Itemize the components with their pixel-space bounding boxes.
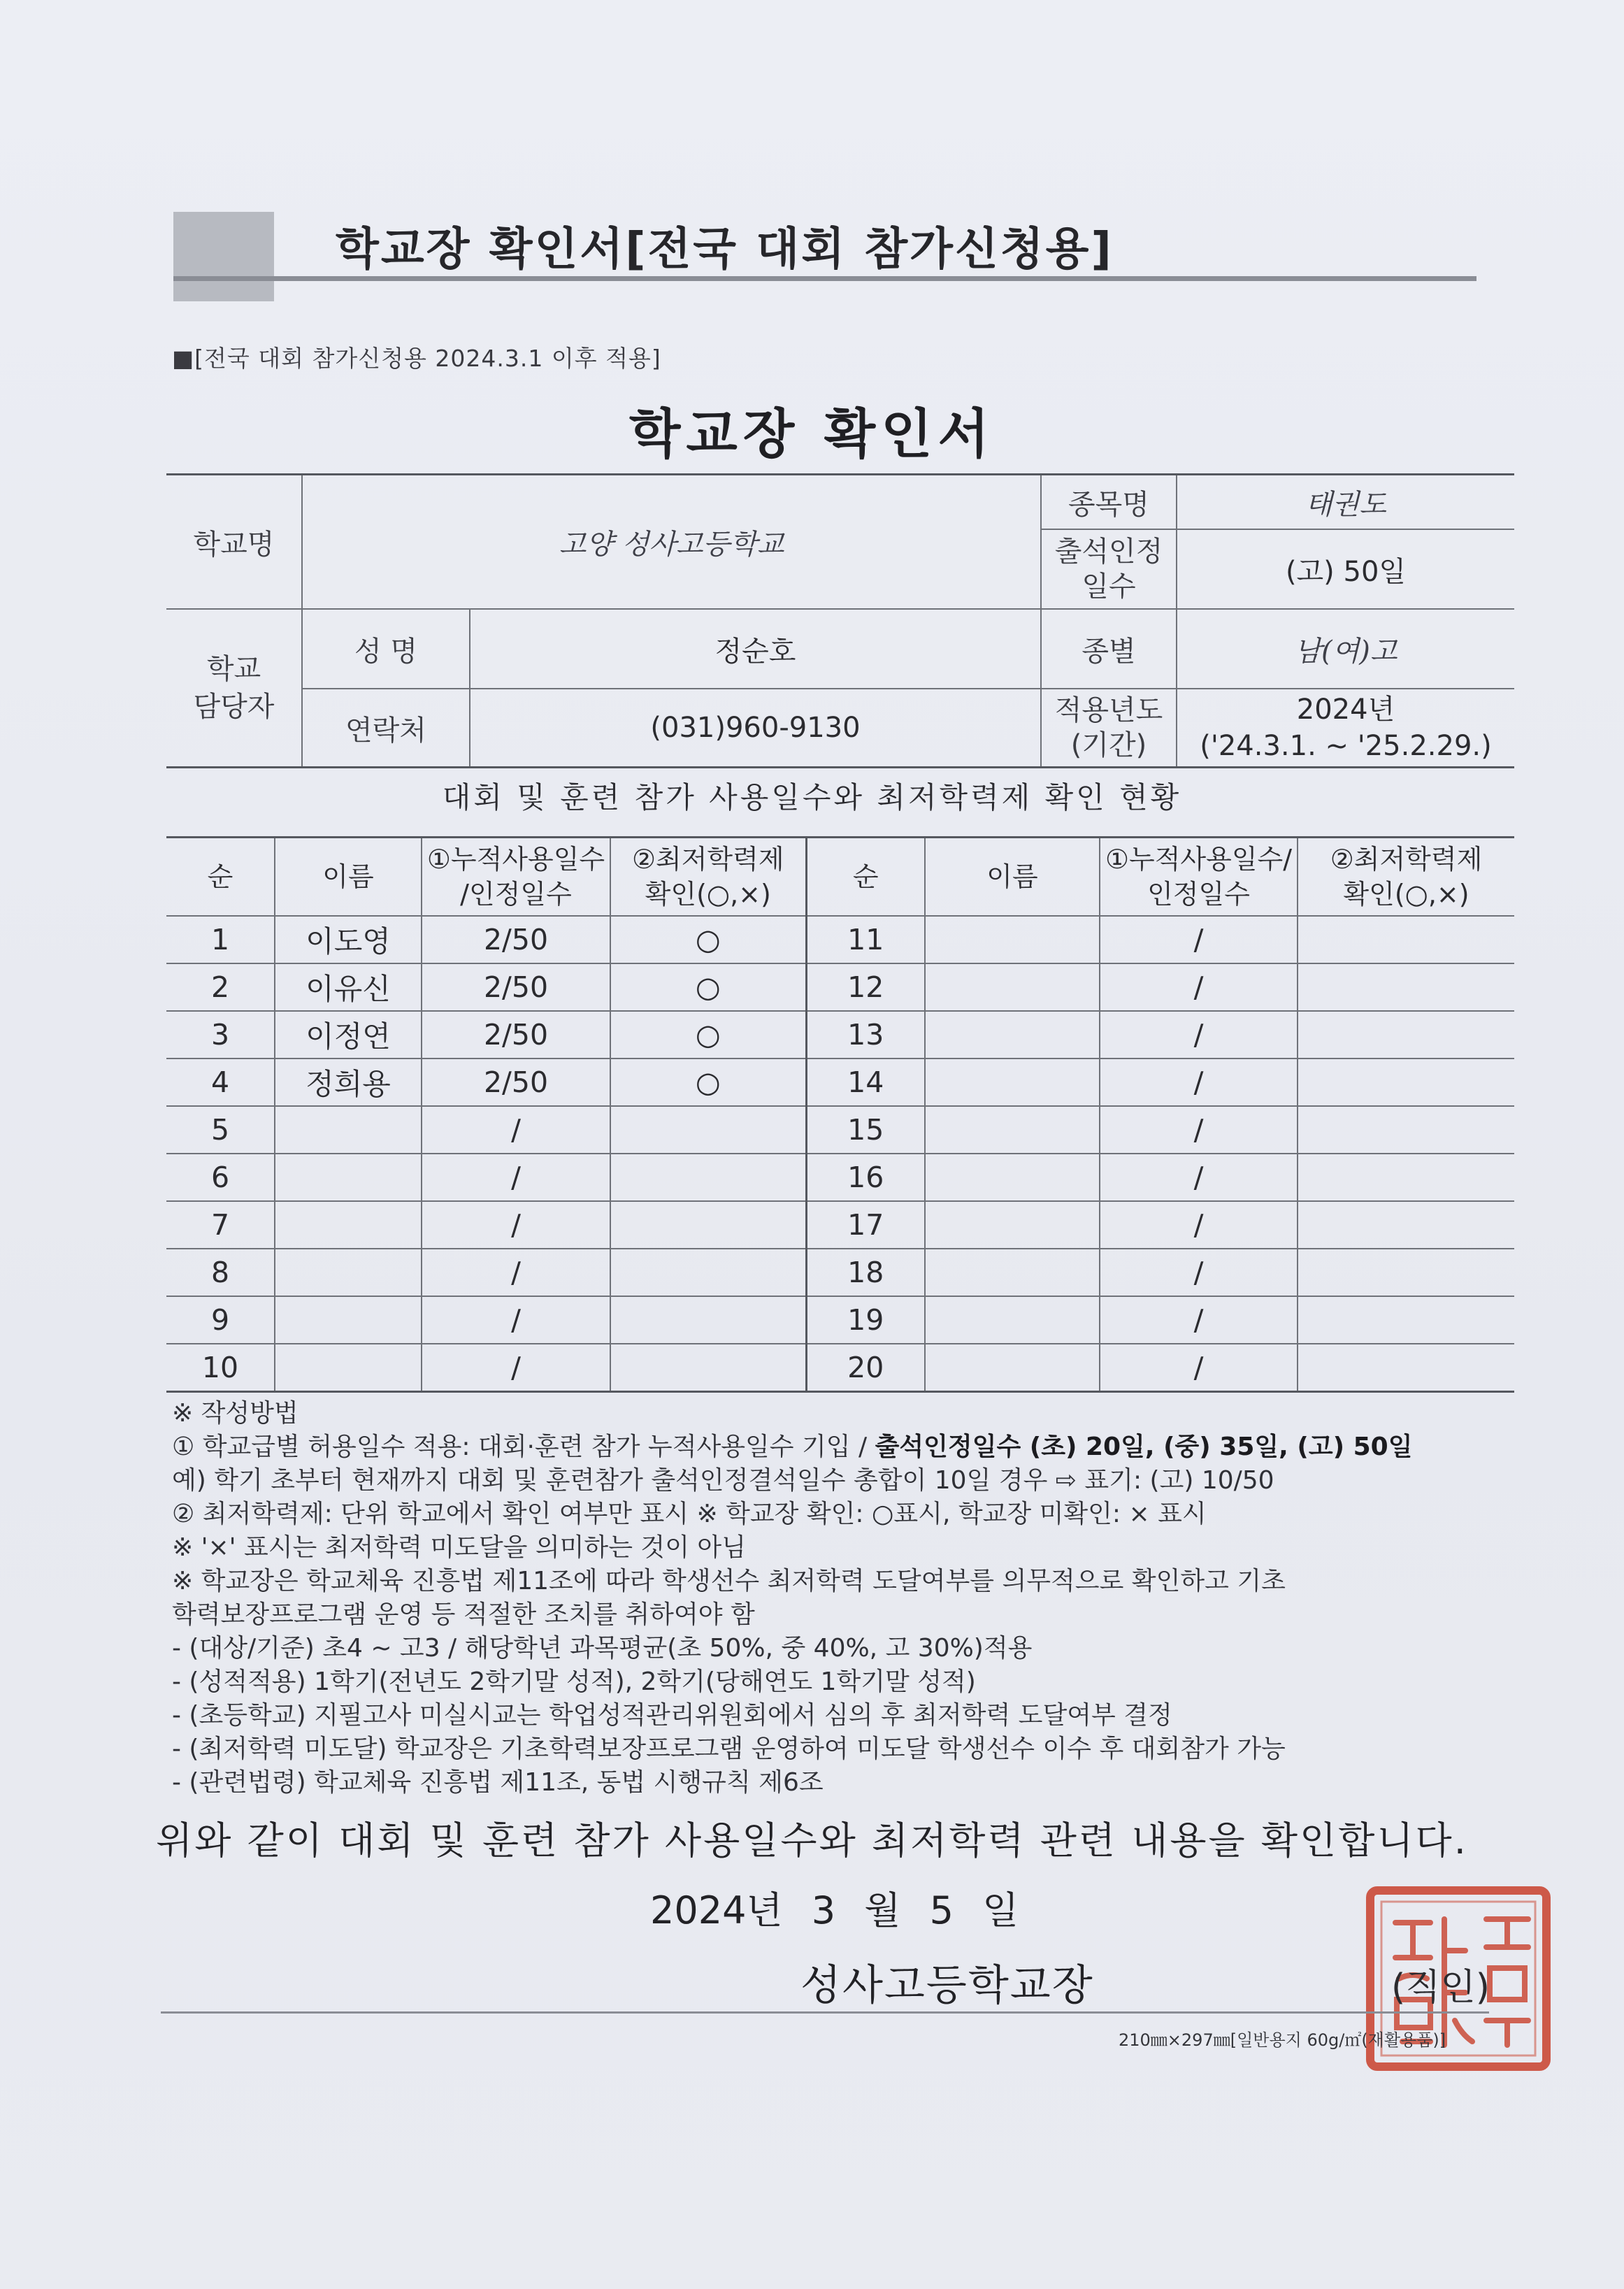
- detail-3: - (초등학교) 지필고사 미실시교는 학업성적관리위원회에서 심의 후 최저학력 도달여부 결정: [172, 1701, 1172, 1730]
- achievement-check-right: [1298, 1249, 1514, 1296]
- achievement-check-left: [610, 1201, 806, 1249]
- student-name-left: 이정연: [275, 1011, 422, 1059]
- col-no-right: 순: [806, 838, 925, 917]
- days-used-right: /: [1100, 916, 1298, 963]
- student-name-right: [925, 1106, 1100, 1154]
- name-label: 성 명: [302, 609, 470, 689]
- days-used-right: /: [1100, 1011, 1298, 1059]
- contact-value: (031)960-9130: [470, 689, 1041, 768]
- days-used-left: 2/50: [422, 963, 610, 1011]
- table-row: [166, 1106, 1514, 1154]
- table-row: [166, 916, 1514, 963]
- row-number-right: 19: [806, 1296, 925, 1344]
- note-1-example: 예) 학기 초부터 현재까지 대회 및 훈련참가 출석인정결석일수 총합이 10일 경우 ⇨ 표기: (고) 10/50: [172, 1466, 1274, 1495]
- days-used-right: /: [1100, 1296, 1298, 1344]
- table-row: [166, 1296, 1514, 1344]
- gender-label: 종별: [1041, 609, 1177, 689]
- header-rule: [173, 276, 1476, 281]
- manager-name-value: 정순호: [470, 609, 1041, 689]
- attendance-label: [1041, 529, 1177, 609]
- achievement-check-right: [1298, 1344, 1514, 1392]
- attendance-label-line1: 출석인정: [1054, 536, 1163, 568]
- row-number-left: 4: [166, 1059, 275, 1106]
- student-name-right: [925, 1249, 1100, 1296]
- achievement-check-right: [1298, 1106, 1514, 1154]
- col-days-left: [422, 838, 610, 917]
- student-name-left: [275, 1201, 422, 1249]
- col-name-left: 이름: [275, 838, 422, 917]
- row-number-right: 15: [806, 1106, 925, 1154]
- table-row: [166, 1249, 1514, 1296]
- row-number-right: 18: [806, 1249, 925, 1296]
- issue-date: [650, 1881, 1035, 1935]
- year-label: [1041, 689, 1177, 768]
- student-name-right: [925, 1059, 1100, 1106]
- confirmation-statement: 위와 같이 대회 및 훈련 참가 사용일수와 최저학력 관련 내용을 확인합니다.: [156, 1818, 1468, 1863]
- row-number-right: 20: [806, 1344, 925, 1392]
- student-name-left: [275, 1249, 422, 1296]
- days-used-left: /: [422, 1154, 610, 1201]
- row-number-left: 10: [166, 1344, 275, 1392]
- status-header-row: [166, 838, 1514, 917]
- student-name-right: [925, 1201, 1100, 1249]
- bottom-rule: [161, 2011, 1489, 2014]
- achievement-check-right: [1298, 916, 1514, 963]
- achievement-check-left: ○: [610, 1011, 806, 1059]
- year-label-line2: (기간): [1070, 729, 1147, 761]
- manager-label-line1: 학교: [206, 653, 261, 685]
- banner-title: 학교장 확인서[전국 대회 참가신청용]: [336, 224, 1114, 275]
- student-name-right: [925, 1344, 1100, 1392]
- date-day: 5: [929, 1888, 954, 1932]
- row-number-right: 11: [806, 916, 925, 963]
- achievement-check-left: [610, 1106, 806, 1154]
- sport-label: 종목명: [1041, 475, 1177, 530]
- year-value-line1: 2024년: [1296, 694, 1395, 726]
- col-check-left-line1: ②최저학력제: [631, 844, 784, 875]
- paper-spec-note: 210㎜×297㎜[일반용지 60g/㎡(재활용품)]: [1119, 2030, 1446, 2050]
- col-days-right: [1100, 838, 1298, 917]
- row-number-left: 1: [166, 916, 275, 963]
- days-used-left: 2/50: [422, 1059, 610, 1106]
- achievement-check-left: [610, 1344, 806, 1392]
- achievement-check-left: [610, 1154, 806, 1201]
- row-number-right: 13: [806, 1011, 925, 1059]
- year-label-line1: 적용년도: [1054, 694, 1163, 726]
- student-name-left: 이유신: [275, 963, 422, 1011]
- table-row: [166, 1344, 1514, 1392]
- days-used-right: /: [1100, 963, 1298, 1011]
- student-name-left: 이도영: [275, 916, 422, 963]
- days-used-left: 2/50: [422, 1011, 610, 1059]
- row-number-left: 2: [166, 963, 275, 1011]
- achievement-check-right: [1298, 1059, 1514, 1106]
- student-name-left: 정희용: [275, 1059, 422, 1106]
- note-2-b-cont: 학력보장프로그램 운영 등 적절한 조치를 취하여야 함: [172, 1600, 755, 1629]
- instructions: [172, 1397, 1521, 1800]
- days-used-left: /: [422, 1344, 610, 1392]
- achievement-check-left: ○: [610, 1059, 806, 1106]
- days-used-left: 2/50: [422, 916, 610, 963]
- detail-5: - (관련법령) 학교체육 진흥법 제11조, 동법 시행규칙 제6조: [172, 1768, 824, 1797]
- days-used-right: /: [1100, 1154, 1298, 1201]
- achievement-check-left: [610, 1296, 806, 1344]
- date-month-unit: 월: [864, 1888, 901, 1932]
- date-month: 3: [811, 1888, 836, 1932]
- days-used-right: /: [1100, 1106, 1298, 1154]
- seal-label: (직인): [1391, 1967, 1490, 2009]
- achievement-check-right: [1298, 1154, 1514, 1201]
- school-value: 고양 성사고등학교: [302, 475, 1041, 610]
- student-name-left: [275, 1296, 422, 1344]
- col-days-right-line2: 인정일수: [1147, 879, 1250, 910]
- detail-4: - (최저학력 미도달) 학교장은 기초학력보장프로그램 운영하여 미도달 학생선수 이수 후 대회참가 가능: [172, 1735, 1286, 1763]
- student-name-left: [275, 1344, 422, 1392]
- col-check-left: [610, 838, 806, 917]
- col-no-left: 순: [166, 838, 275, 917]
- row-number-left: 9: [166, 1296, 275, 1344]
- achievement-check-left: ○: [610, 963, 806, 1011]
- student-name-left: [275, 1106, 422, 1154]
- row-number-left: 8: [166, 1249, 275, 1296]
- applicability-note: ■[전국 대회 참가신청용 2024.3.1 이후 적용]: [172, 345, 661, 372]
- table-row: [166, 1059, 1514, 1106]
- col-days-left-line1: ①누적사용일수: [426, 844, 605, 875]
- table-row: [166, 963, 1514, 1011]
- detail-2: - (성적적용) 1학기(전년도 2학기말 성적), 2학기(당해연도 1학기말 성적): [172, 1667, 976, 1696]
- note-1: [172, 1430, 1521, 1464]
- attendance-value: (고) 50일: [1177, 529, 1514, 609]
- days-used-right: /: [1100, 1059, 1298, 1106]
- student-name-right: [925, 1011, 1100, 1059]
- student-name-right: [925, 1154, 1100, 1201]
- contact-label: 연락처: [302, 689, 470, 768]
- student-name-right: [925, 916, 1100, 963]
- achievement-check-right: [1298, 1296, 1514, 1344]
- col-check-right-line2: 확인(○,×): [1343, 879, 1469, 910]
- days-used-left: /: [422, 1106, 610, 1154]
- note-2-a: ※ '×' 표시는 최저학력 미도달을 의미하는 것이 아님: [172, 1533, 746, 1562]
- attendance-label-line2: 일수: [1082, 571, 1136, 603]
- gender-value: 남(여)고: [1177, 609, 1514, 689]
- manager-label-line2: 담당자: [193, 691, 275, 723]
- year-value: [1177, 689, 1514, 768]
- info-table: [166, 473, 1514, 768]
- date-year: 2024년: [650, 1888, 783, 1932]
- note-1-text: ① 학교급별 허용일수 적용: 대회·훈련 참가 누적사용일수 기입 /: [172, 1433, 875, 1461]
- table-row: [166, 1011, 1514, 1059]
- status-table: [166, 836, 1514, 1393]
- sport-value: 태권도: [1177, 475, 1514, 530]
- row-number-left: 3: [166, 1011, 275, 1059]
- achievement-check-left: [610, 1249, 806, 1296]
- row-number-right: 14: [806, 1059, 925, 1106]
- days-used-left: /: [422, 1249, 610, 1296]
- section-title: 대회 및 훈련 참가 사용일수와 최저학력제 확인 현황: [442, 780, 1182, 815]
- col-days-right-line1: ①누적사용일수/: [1105, 844, 1293, 875]
- year-value-line2: ('24.3.1. ~ '25.2.29.): [1200, 730, 1492, 762]
- achievement-check-right: [1298, 1201, 1514, 1249]
- row-number-right: 16: [806, 1154, 925, 1201]
- header-gray-block: [173, 212, 274, 301]
- achievement-check-left: ○: [610, 916, 806, 963]
- row-number-left: 5: [166, 1106, 275, 1154]
- note-1-bold: 출석인정일수 (초) 20일, (중) 35일, (고) 50일: [875, 1433, 1413, 1461]
- days-used-left: /: [422, 1201, 610, 1249]
- note-2-b: ※ 학교장은 학교체육 진흥법 제11조에 따라 학생선수 최저학력 도달여부를 의무적으로 확인하고 기초: [172, 1567, 1286, 1595]
- principal-title: 성사고등학교장: [800, 1961, 1094, 2010]
- days-used-right: /: [1100, 1344, 1298, 1392]
- table-row: [166, 1201, 1514, 1249]
- manager-label: [166, 609, 302, 768]
- col-days-left-line2: /인정일수: [460, 879, 572, 910]
- detail-1: - (대상/기준) 초4 ~ 고3 / 해당학년 과목평균(초 50%, 중 40%, 고 30%)적용: [172, 1634, 1033, 1663]
- row-number-right: 17: [806, 1201, 925, 1249]
- col-check-left-line2: 확인(○,×): [645, 879, 771, 910]
- row-number-left: 7: [166, 1201, 275, 1249]
- days-used-left: /: [422, 1296, 610, 1344]
- achievement-check-right: [1298, 1011, 1514, 1059]
- note-2: ② 최저학력제: 단위 학교에서 확인 여부만 표시 ※ 학교장 확인: ○표시, 학교장 미확인: × 표시: [172, 1500, 1207, 1528]
- document-title: 학교장 확인서: [629, 403, 995, 465]
- student-name-right: [925, 1296, 1100, 1344]
- col-name-right: 이름: [925, 838, 1100, 917]
- row-number-right: 12: [806, 963, 925, 1011]
- achievement-check-right: [1298, 963, 1514, 1011]
- table-row: [166, 1154, 1514, 1201]
- col-check-right: [1298, 838, 1514, 917]
- days-used-right: /: [1100, 1201, 1298, 1249]
- student-name-left: [275, 1154, 422, 1201]
- student-name-right: [925, 963, 1100, 1011]
- row-number-left: 6: [166, 1154, 275, 1201]
- notes-title: ※ 작성방법: [172, 1399, 299, 1428]
- days-used-right: /: [1100, 1249, 1298, 1296]
- date-day-unit: 일: [982, 1888, 1019, 1932]
- school-label: 학교명: [166, 475, 302, 610]
- col-check-right-line1: ②최저학력제: [1330, 844, 1483, 875]
